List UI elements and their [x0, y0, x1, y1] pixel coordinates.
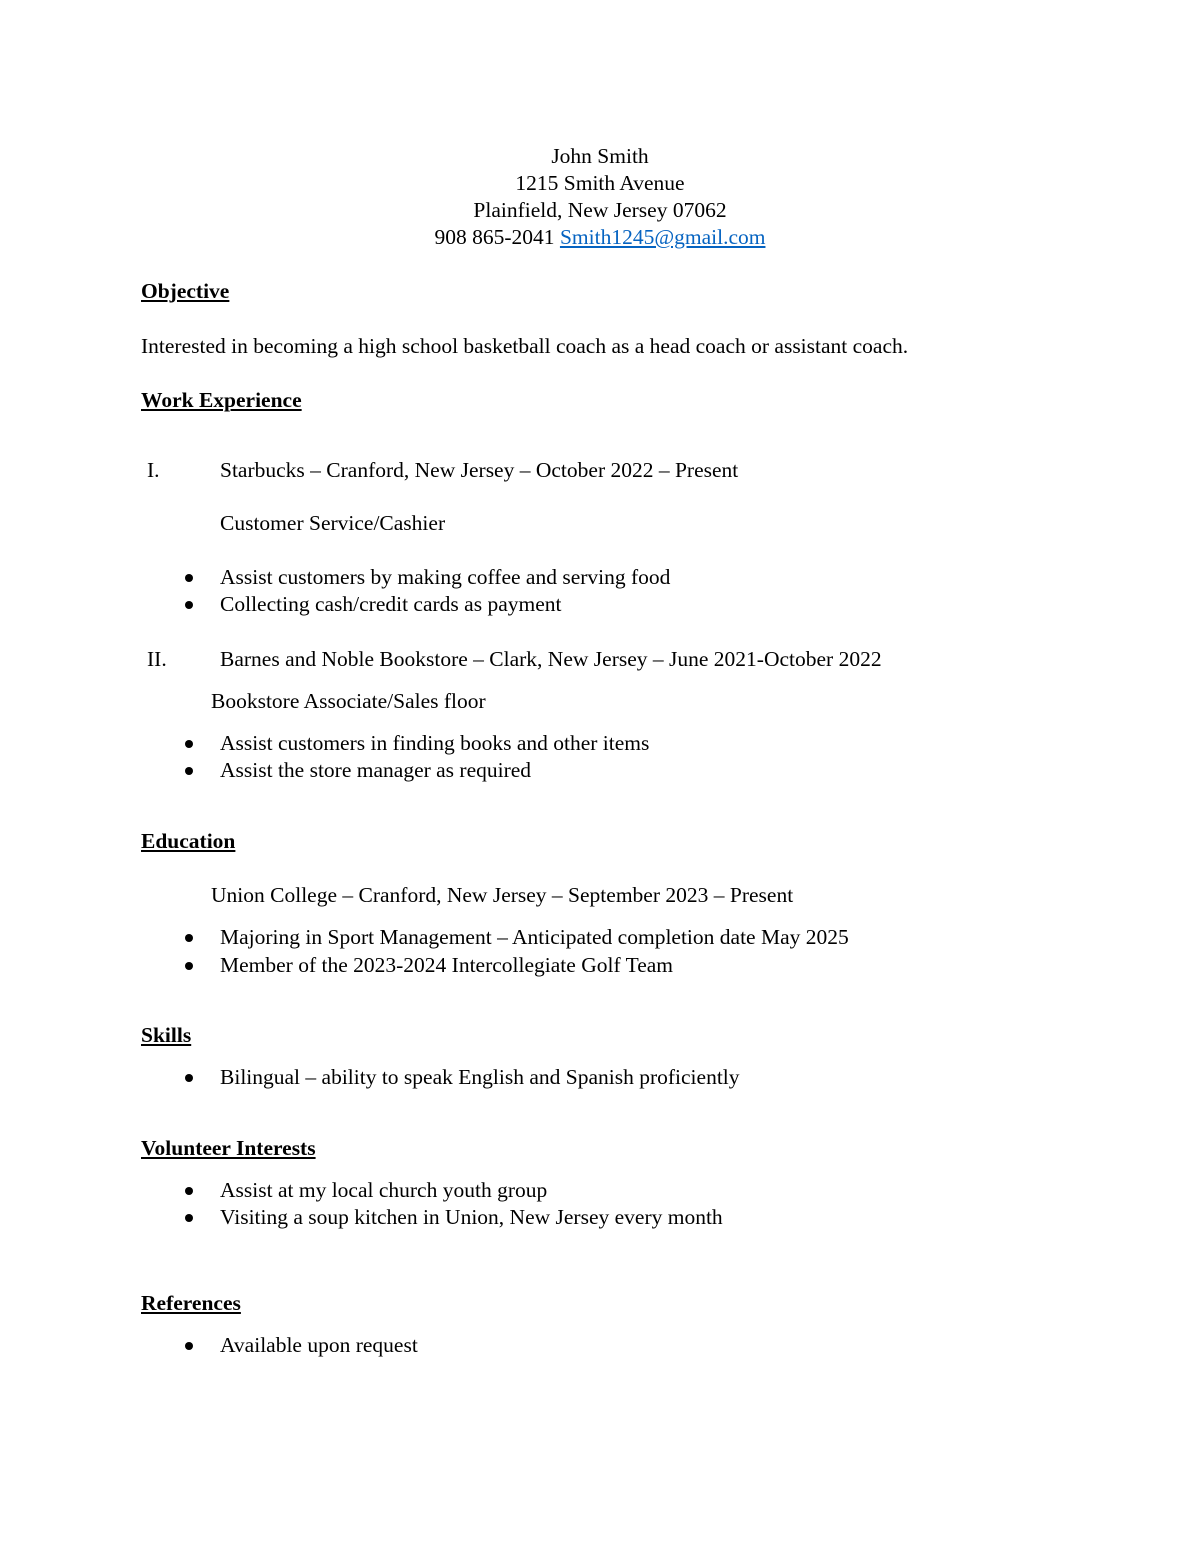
bullet-icon — [185, 1187, 193, 1195]
objective-text: Interested in becoming a high school basketball coach as a head coach or assistant coach. — [141, 334, 909, 358]
job-title-line: Barnes and Noble Bookstore – Clark, New Jersey – June 2021-October 2022 — [220, 647, 882, 671]
work-experience-heading: Work Experience — [141, 388, 302, 412]
volunteer-heading: Volunteer Interests — [141, 1136, 316, 1160]
education-bullet: Member of the 2023-2024 Intercollegiate Golf Team — [220, 953, 674, 977]
objective-heading: Objective — [141, 279, 230, 303]
bullet-icon — [185, 601, 193, 609]
job-numeral: I. — [147, 458, 160, 482]
education-heading: Education — [141, 829, 236, 853]
skills-bullet: Bilingual – ability to speak English and Spanish proficiently — [220, 1065, 740, 1089]
job-bullet: Assist customers by making coffee and serving food — [220, 565, 671, 589]
contact-phone: 908 865-2041 — [434, 225, 555, 249]
education-bullet: Majoring in Sport Management – Anticipated completion date May 2025 — [220, 925, 849, 949]
job-bullet: Collecting cash/credit cards as payment — [220, 592, 562, 616]
references-heading: References — [141, 1291, 241, 1315]
references-bullet: Available upon request — [220, 1333, 418, 1357]
job-bullet: Assist customers in finding books and other items — [220, 731, 650, 755]
job-numeral: II. — [147, 647, 167, 671]
bullet-icon — [185, 1342, 193, 1350]
bullet-icon — [185, 1074, 193, 1082]
job-title-line: Starbucks – Cranford, New Jersey – October 2022 – Present — [220, 458, 739, 482]
contact-email-link[interactable]: Smith1245@gmail.com — [559, 225, 766, 249]
bullet-icon — [185, 962, 193, 970]
contact-name: John Smith — [551, 144, 649, 168]
volunteer-bullet: Assist at my local church youth group — [220, 1178, 548, 1202]
bullet-icon — [185, 740, 193, 748]
skills-heading: Skills — [141, 1023, 192, 1047]
education-school-line: Union College – Cranford, New Jersey – September 2023 – Present — [211, 883, 794, 907]
contact-phone-email-line — [0, 224, 1200, 251]
bullet-icon — [185, 767, 193, 775]
job-role: Customer Service/Cashier — [220, 511, 446, 535]
job-bullet: Assist the store manager as required — [220, 758, 532, 782]
job-role: Bookstore Associate/Sales floor — [211, 689, 486, 713]
volunteer-bullet: Visiting a soup kitchen in Union, New Jersey every month — [220, 1205, 723, 1229]
contact-address: 1215 Smith Avenue — [515, 171, 685, 195]
bullet-icon — [185, 574, 193, 582]
bullet-icon — [185, 1214, 193, 1222]
bullet-icon — [185, 934, 193, 942]
contact-city: Plainfield, New Jersey 07062 — [473, 198, 727, 222]
